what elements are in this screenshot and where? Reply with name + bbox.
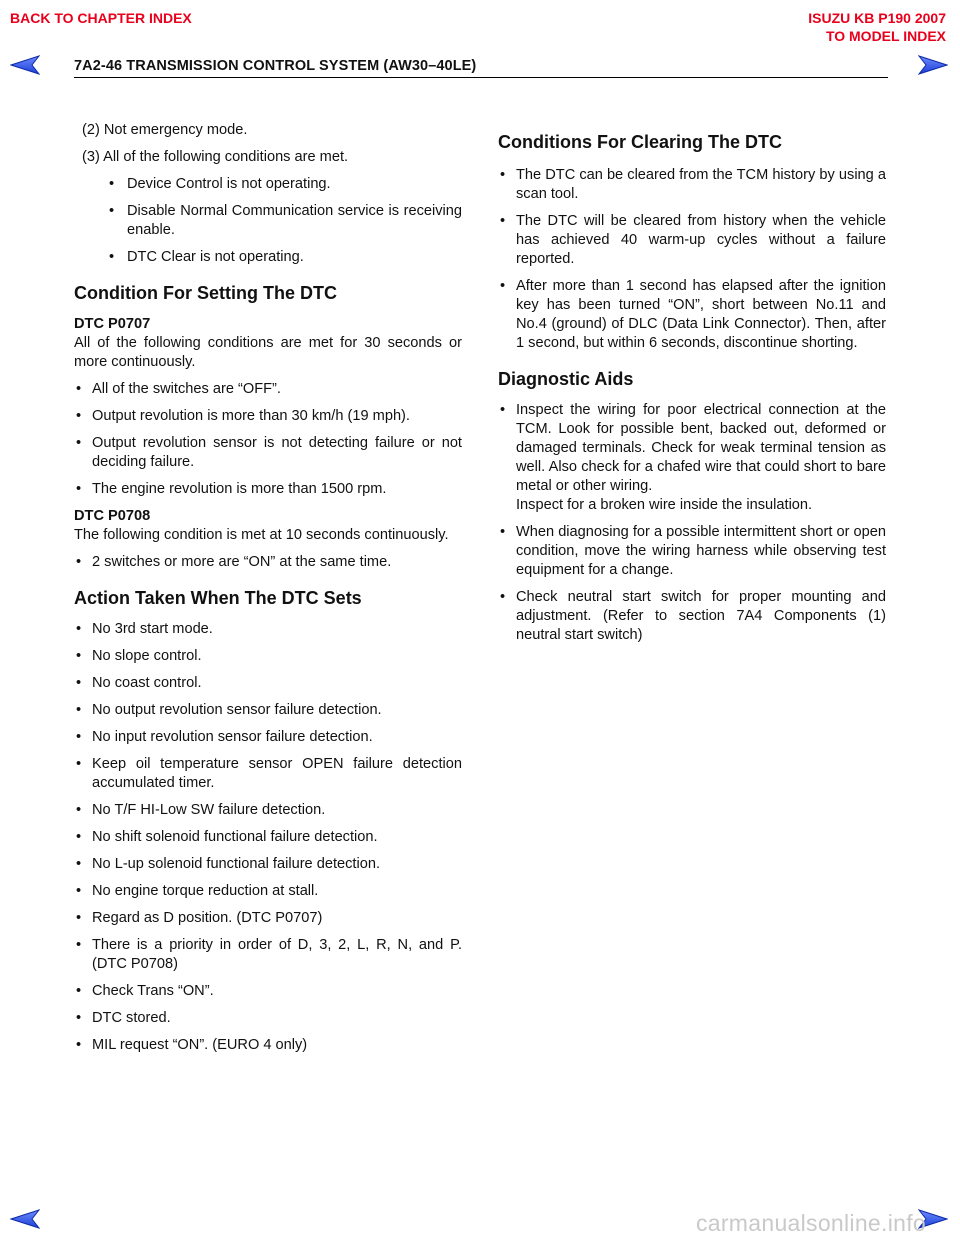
right-column — [498, 130, 886, 645]
action-item: • Regard as D position. (DTC P0707) — [76, 910, 323, 926]
model-title-link[interactable]: ISUZU KB P190 2007 — [808, 10, 946, 26]
back-to-chapter-index-link[interactable]: BACK TO CHAPTER INDEX — [10, 10, 192, 26]
previous-page-arrow-icon[interactable] — [10, 54, 40, 76]
condition-2-text: (2) Not emergency mode. — [82, 122, 248, 138]
dtc-p0708-code: DTC P0708 — [74, 508, 151, 524]
bullet: • — [76, 702, 82, 718]
next-page-arrow-icon[interactable] — [918, 54, 948, 76]
action-item: • No 3rd start mode. — [76, 621, 213, 637]
diagnostic-aid-text: Inspect the wiring for poor electrical connection at the TCM. Look for possible bent, backed out, deformed or damaged terminals. Check for weak terminal tension as well. Also check for a chafed wire that could short to bare metal or other wiring. — [516, 402, 886, 494]
bullet: • — [76, 856, 82, 872]
bullet: • — [76, 675, 82, 691]
action-item: • No L-up solenoid functional failure detection. — [76, 856, 381, 872]
bullet: • — [76, 1010, 82, 1026]
diagnostic-aid-item: • Check neutral start switch for proper mounting and adjustment. (Refer to section 7A4 Components (1) neutral start switch) — [500, 589, 886, 643]
action-item: • Keep oil temperature sensor OPEN failure detection accumulated timer. — [76, 756, 462, 791]
diagnostic-aids-heading: Diagnostic Aids — [498, 369, 634, 389]
bullet: • — [109, 176, 115, 192]
condition-3-item: • DTC Clear is not operating. — [109, 249, 304, 265]
left-column — [74, 121, 462, 1055]
condition-3-item: • Disable Normal Communication service is receiving enable. — [109, 203, 462, 238]
bullet: • — [500, 524, 506, 540]
to-model-index-link[interactable]: TO MODEL INDEX — [825, 28, 946, 44]
bullet: • — [109, 203, 115, 219]
p0708-condition-item: • 2 switches or more are “ON” at the same time. — [76, 554, 392, 570]
dtc-p0708-intro: The following condition is met at 10 seconds continuously. — [74, 527, 449, 543]
site-watermark: carmanualsonline.info — [695, 1210, 926, 1236]
bullet: • — [76, 648, 82, 664]
action-taken-heading: Action Taken When The DTC Sets — [74, 588, 362, 608]
action-item: • DTC stored. — [76, 1010, 171, 1026]
clearing-item: • After more than 1 second has elapsed after the ignition key has been turned “ON”, short between No.11 and No.4 (ground) of DLC (Data Link Connector). Then, after 1 second, but within 6 seconds, discontinue shorting. — [500, 278, 886, 351]
bullet: • — [76, 554, 82, 570]
action-item: • Check Trans “ON”. — [76, 983, 214, 999]
action-item: • No output revolution sensor failure detection. — [76, 702, 382, 718]
p0707-condition-item: • Output revolution sensor is not detecting failure or not deciding failure. — [76, 435, 462, 470]
bullet: • — [76, 756, 82, 772]
clearing-item: • The DTC will be cleared from history when the vehicle has achieved 40 warm-up cycles without a failure reported. — [500, 213, 886, 267]
bullet: • — [109, 249, 115, 265]
page-header-title: 7A2-46 TRANSMISSION CONTROL SYSTEM (AW30–40LE) — [74, 58, 477, 74]
action-item: • No input revolution sensor failure detection. — [76, 729, 373, 745]
dtc-p0707-intro: All of the following conditions are met for 30 seconds or more continuously. — [74, 335, 462, 370]
bullet: • — [76, 621, 82, 637]
action-item: • No shift solenoid functional failure detection. — [76, 829, 378, 845]
action-item: • No engine torque reduction at stall. — [76, 883, 319, 899]
bullet: • — [76, 883, 82, 899]
action-item: • No slope control. — [76, 648, 202, 664]
diagnostic-aid-item: • When diagnosing for a possible intermittent short or open condition, move the wiring harness while observing test equipment for a change. — [500, 524, 886, 578]
p0707-condition-item: • Output revolution is more than 30 km/h (19 mph). — [76, 408, 410, 424]
bullet: • — [76, 1037, 82, 1053]
setting-dtc-heading: Condition For Setting The DTC — [74, 283, 337, 303]
condition-3-item: • Device Control is not operating. — [109, 176, 331, 192]
bullet: • — [76, 910, 82, 926]
condition-3-text: (3) All of the following conditions are met. — [82, 149, 349, 165]
diagnostic-aid-item — [498, 401, 886, 515]
action-item: • No T/F HI-Low SW failure detection. — [76, 802, 326, 818]
bullet: • — [76, 983, 82, 999]
bullet: • — [76, 937, 82, 953]
action-item: • There is a priority in order of D, 3, 2, L, R, N, and P. (DTC P0708) — [76, 937, 462, 972]
bullet: • — [76, 729, 82, 745]
previous-page-arrow-icon[interactable] — [10, 1208, 40, 1230]
bullet: • — [76, 381, 82, 397]
bullet: • — [76, 481, 82, 497]
clearing-item: • The DTC can be cleared from the TCM history by using a scan tool. — [500, 167, 886, 202]
bullet: • — [76, 802, 82, 818]
bullet: • — [500, 589, 506, 605]
bullet: • — [500, 167, 506, 183]
p0707-condition-item: • All of the switches are “OFF”. — [76, 381, 281, 397]
dtc-p0707-code: DTC P0707 — [74, 316, 151, 332]
diagnostic-aid-continuation: Inspect for a broken wire inside the insulation. — [516, 497, 813, 513]
bullet: • — [76, 829, 82, 845]
clearing-dtc-heading: Conditions For Clearing The DTC — [498, 132, 782, 152]
bullet: • — [500, 402, 506, 418]
action-item: • No coast control. — [76, 675, 202, 691]
bullet: • — [76, 435, 82, 451]
bullet: • — [76, 408, 82, 424]
bullet: • — [500, 278, 506, 294]
header-rule — [74, 77, 888, 78]
bullet: • — [500, 213, 506, 229]
p0707-condition-item: • The engine revolution is more than 1500 rpm. — [76, 481, 387, 497]
action-item: • MIL request “ON”. (EURO 4 only) — [76, 1037, 308, 1053]
